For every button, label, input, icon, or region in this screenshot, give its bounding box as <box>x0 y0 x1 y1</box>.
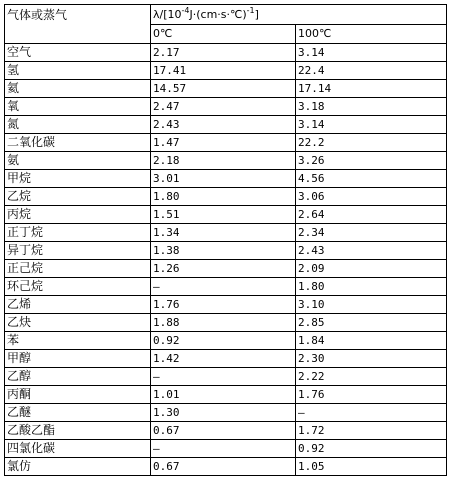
row-value-0c: 1.30 <box>151 404 296 422</box>
row-value-0c: 1.38 <box>151 242 296 260</box>
row-name: 乙醇 <box>5 368 151 386</box>
row-name: 丙烷 <box>5 206 151 224</box>
header-row-1 <box>5 5 447 25</box>
row-value-0c: — <box>151 278 296 296</box>
row-value-0c: 2.47 <box>151 98 296 116</box>
table-row <box>5 206 447 224</box>
table-row <box>5 62 447 80</box>
row-value-100c: 2.85 <box>296 314 447 332</box>
row-value-100c: 2.34 <box>296 224 447 242</box>
row-name: 氮 <box>5 116 151 134</box>
row-name: 氧 <box>5 98 151 116</box>
row-name: 丙酮 <box>5 386 151 404</box>
row-name: 苯 <box>5 332 151 350</box>
table-row <box>5 332 447 350</box>
row-value-0c: — <box>151 368 296 386</box>
table-row <box>5 224 447 242</box>
unit-prefix: λ/[10 <box>153 7 182 21</box>
row-value-0c: 1.88 <box>151 314 296 332</box>
table-row <box>5 134 447 152</box>
row-value-100c: 3.06 <box>296 188 447 206</box>
table-row <box>5 422 447 440</box>
row-value-100c: 4.56 <box>296 170 447 188</box>
row-name: 二氧化碳 <box>5 134 151 152</box>
table-row <box>5 404 447 422</box>
row-value-0c: 2.17 <box>151 44 296 62</box>
row-value-100c: 17.14 <box>296 80 447 98</box>
row-value-100c: 1.84 <box>296 332 447 350</box>
row-value-0c: 2.18 <box>151 152 296 170</box>
table-row <box>5 314 447 332</box>
row-value-0c: 1.80 <box>151 188 296 206</box>
row-name: 四氯化碳 <box>5 440 151 458</box>
row-name: 乙烷 <box>5 188 151 206</box>
unit-middle: J·(cm·s·℃) <box>189 7 247 21</box>
row-value-100c: 2.22 <box>296 368 447 386</box>
row-value-0c: 1.76 <box>151 296 296 314</box>
row-value-0c: 1.26 <box>151 260 296 278</box>
thermal-conductivity-table <box>4 4 447 476</box>
row-value-0c: — <box>151 440 296 458</box>
row-value-100c: 3.10 <box>296 296 447 314</box>
table-row <box>5 242 447 260</box>
table-row <box>5 260 447 278</box>
table-row <box>5 98 447 116</box>
row-name: 异丁烷 <box>5 242 151 260</box>
row-name: 甲烷 <box>5 170 151 188</box>
row-value-100c: 22.4 <box>296 62 447 80</box>
table-row <box>5 116 447 134</box>
header-temp-100: 100℃ <box>296 24 447 44</box>
table-row <box>5 350 447 368</box>
table-row <box>5 458 447 476</box>
row-name: 氨 <box>5 152 151 170</box>
row-value-100c: 1.72 <box>296 422 447 440</box>
row-name: 正己烷 <box>5 260 151 278</box>
row-value-100c: 3.14 <box>296 44 447 62</box>
table-row <box>5 386 447 404</box>
row-name: 乙炔 <box>5 314 151 332</box>
table-row <box>5 44 447 62</box>
row-value-100c: 0.92 <box>296 440 447 458</box>
row-name: 正丁烷 <box>5 224 151 242</box>
row-value-0c: 1.34 <box>151 224 296 242</box>
row-value-0c: 1.01 <box>151 386 296 404</box>
row-name: 氢 <box>5 62 151 80</box>
row-name: 空气 <box>5 44 151 62</box>
row-value-100c: 1.05 <box>296 458 447 476</box>
table-row <box>5 170 447 188</box>
row-value-100c: 3.18 <box>296 98 447 116</box>
row-value-0c: 1.51 <box>151 206 296 224</box>
table-row <box>5 296 447 314</box>
header-unit <box>151 5 447 25</box>
row-name: 环己烷 <box>5 278 151 296</box>
row-value-100c: 2.43 <box>296 242 447 260</box>
unit-exponent-2: -1 <box>246 5 255 15</box>
table-row <box>5 152 447 170</box>
row-value-0c: 0.92 <box>151 332 296 350</box>
row-name: 氦 <box>5 80 151 98</box>
row-value-100c: 2.64 <box>296 206 447 224</box>
row-value-100c: 1.76 <box>296 386 447 404</box>
row-value-0c: 3.01 <box>151 170 296 188</box>
row-name: 乙酸乙酯 <box>5 422 151 440</box>
unit-exponent: -4 <box>181 5 190 15</box>
unit-suffix: ] <box>254 7 259 21</box>
row-name: 氯仿 <box>5 458 151 476</box>
table-frame <box>4 4 446 480</box>
row-value-100c: 2.30 <box>296 350 447 368</box>
table-body <box>5 5 447 476</box>
row-value-0c: 1.42 <box>151 350 296 368</box>
table-row <box>5 80 447 98</box>
row-value-100c: 22.2 <box>296 134 447 152</box>
table-row <box>5 368 447 386</box>
row-name: 乙烯 <box>5 296 151 314</box>
table-row <box>5 188 447 206</box>
table-row <box>5 278 447 296</box>
table-row <box>5 440 447 458</box>
row-value-100c: 3.26 <box>296 152 447 170</box>
row-name: 乙醚 <box>5 404 151 422</box>
row-value-0c: 0.67 <box>151 422 296 440</box>
row-value-100c: 2.09 <box>296 260 447 278</box>
row-value-100c: — <box>296 404 447 422</box>
row-value-100c: 1.80 <box>296 278 447 296</box>
row-value-100c: 3.14 <box>296 116 447 134</box>
row-value-0c: 0.67 <box>151 458 296 476</box>
row-value-0c: 2.43 <box>151 116 296 134</box>
header-name-col: 气体或蒸气 <box>5 5 151 44</box>
row-value-0c: 14.57 <box>151 80 296 98</box>
row-name: 甲醇 <box>5 350 151 368</box>
row-value-0c: 17.41 <box>151 62 296 80</box>
row-value-0c: 1.47 <box>151 134 296 152</box>
header-temp-0: 0℃ <box>151 24 296 44</box>
